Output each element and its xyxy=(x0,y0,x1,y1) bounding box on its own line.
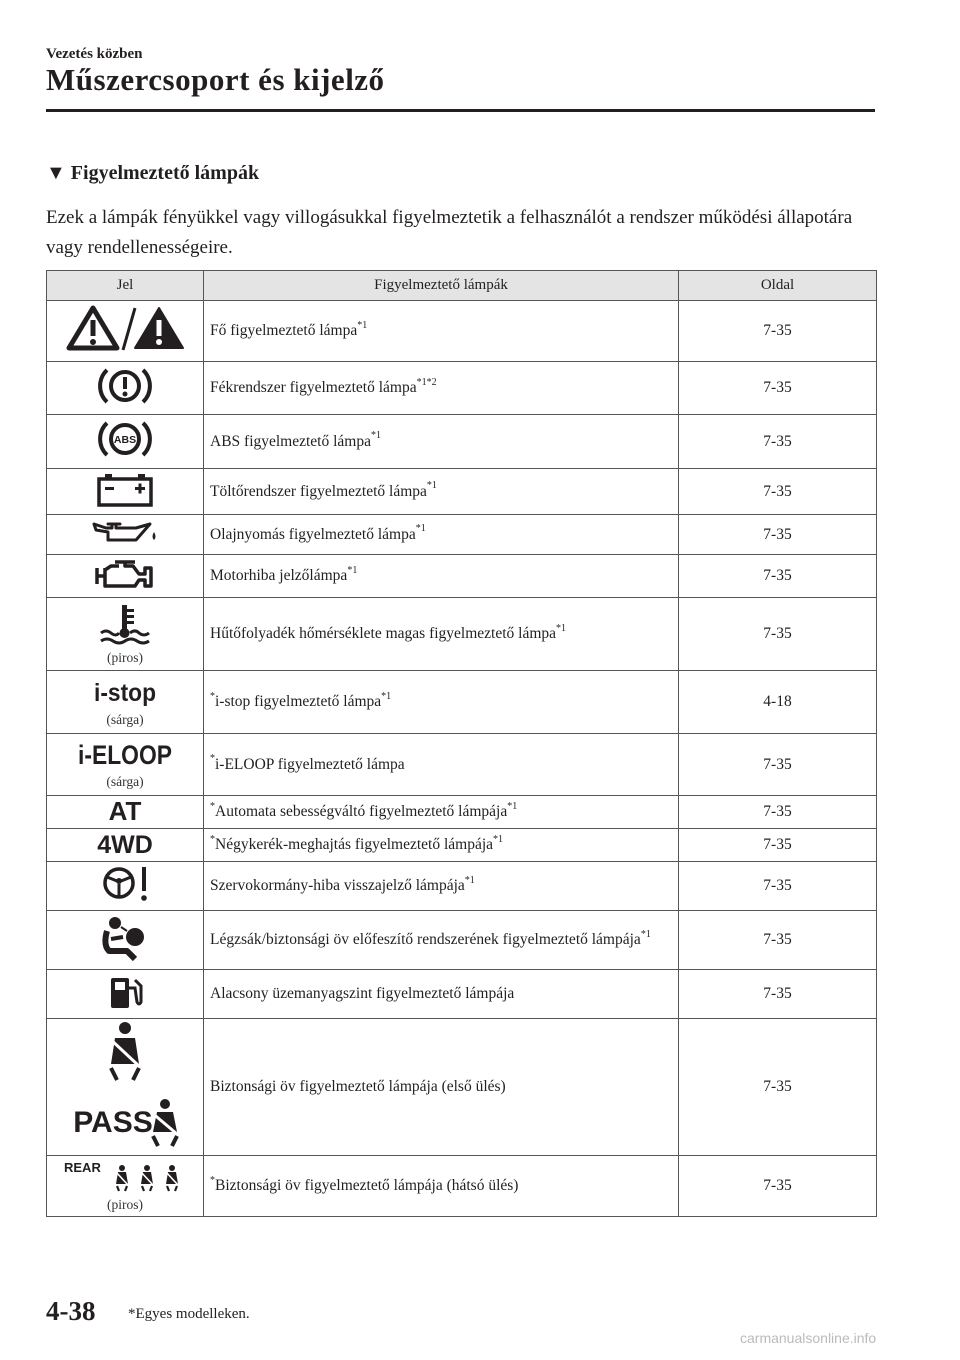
description-cell xyxy=(204,415,679,469)
table-row xyxy=(47,911,877,970)
intro-paragraph: Ezek a lámpák fényükkel vagy villogásukkal figyelmeztetik a felhasználót a rendszer működési állapotára vagy rendellenességeire. xyxy=(46,207,853,258)
symbol-cell xyxy=(47,862,204,911)
abs-icon-label: ABS xyxy=(113,434,137,446)
row-description: Szervokormány-hiba visszajelző lámpája xyxy=(210,877,465,894)
page-cell: 7-35 xyxy=(679,829,877,862)
description-cell xyxy=(204,598,679,671)
optional-mark: * xyxy=(210,833,215,845)
description-cell xyxy=(204,1156,679,1217)
color-note: (piros) xyxy=(107,649,143,665)
page-cell: 4-18 xyxy=(679,671,877,734)
description-cell xyxy=(204,515,679,555)
symbol-cell xyxy=(47,911,204,970)
abs-warning-icon xyxy=(95,417,155,461)
footnote-mark: *1 xyxy=(347,564,358,576)
symbol-cell xyxy=(47,598,204,671)
symbol-cell xyxy=(47,515,204,555)
i-stop-icon xyxy=(90,677,160,707)
footnote-mark: *1 xyxy=(357,319,368,331)
description-cell xyxy=(204,734,679,796)
footnote-mark: *1*2 xyxy=(416,376,437,388)
table-row xyxy=(47,970,877,1019)
footnote-mark: *1 xyxy=(415,523,426,535)
table-row xyxy=(47,598,877,671)
page-cell: 7-35 xyxy=(679,598,877,671)
description-cell xyxy=(204,1019,679,1156)
footnote-mark: *1 xyxy=(507,800,518,812)
rear-icon-label: REAR xyxy=(64,1159,101,1175)
symbol-cell xyxy=(47,415,204,469)
row-description: Fékrendszer figyelmeztető lámpa xyxy=(210,379,417,396)
symbol-cell xyxy=(47,734,204,796)
brake-warning-icon xyxy=(95,364,155,408)
page-cell: 7-35 xyxy=(679,469,877,515)
at-icon-label: AT xyxy=(108,795,142,826)
description-cell xyxy=(204,911,679,970)
row-description: Biztonsági öv figyelmeztető lámpája (első ülés) xyxy=(210,1078,506,1095)
seatbelt-front-icon xyxy=(65,1020,185,1150)
description-cell xyxy=(204,829,679,862)
symbol-cell xyxy=(47,829,204,862)
page-cell: 7-35 xyxy=(679,862,877,911)
coolant-temp-icon xyxy=(97,603,153,645)
i-stop-icon-label: i-stop xyxy=(94,678,156,707)
symbol-cell xyxy=(47,796,204,829)
i-eloop-icon-label: i-ELOOP xyxy=(78,740,172,770)
row-description: ABS figyelmeztető lámpa xyxy=(210,432,371,450)
symbol-cell xyxy=(47,469,204,515)
footnote-mark: *1 xyxy=(464,874,475,886)
optional-mark: * xyxy=(210,753,215,765)
table-row xyxy=(47,671,877,734)
table-row xyxy=(47,862,877,911)
table-row xyxy=(47,829,877,862)
table-row xyxy=(47,301,877,362)
description-cell xyxy=(204,970,679,1019)
pass-icon-label: PASS xyxy=(73,1105,153,1139)
page-cell: 7-35 xyxy=(679,734,877,796)
row-description: Biztonsági öv figyelmeztető lámpája (hátsó ülés) xyxy=(215,1177,519,1194)
description-cell xyxy=(204,555,679,598)
at-icon xyxy=(100,795,150,826)
page-number: 4-38 xyxy=(46,1296,96,1326)
description-cell xyxy=(204,862,679,911)
4wd-icon xyxy=(90,830,160,859)
row-description: Automata sebességváltó figyelmeztető lámpája xyxy=(215,803,508,820)
page-cell: 7-35 xyxy=(679,970,877,1019)
table-row xyxy=(47,555,877,598)
table-row xyxy=(47,796,877,829)
row-description: i-ELOOP figyelmeztető lámpa xyxy=(215,755,405,773)
row-description: i-stop figyelmeztető lámpa xyxy=(215,693,382,710)
footnote-mark: *1 xyxy=(381,690,392,702)
row-description: Töltőrendszer figyelmeztető lámpa xyxy=(210,482,427,500)
table-row xyxy=(47,734,877,796)
i-eloop-icon xyxy=(75,739,175,769)
optional-mark: * xyxy=(210,800,215,812)
footnote-mark: *1 xyxy=(493,833,504,845)
fuel-icon xyxy=(105,972,145,1012)
color-note: (piros) xyxy=(107,1196,143,1212)
optional-mark: * xyxy=(210,1174,215,1186)
subsection-heading: ▼ Figyelmeztető lámpák xyxy=(46,162,260,184)
power-steering-icon xyxy=(95,863,155,905)
row-description: Légzsák/biztonsági öv előfeszítő rendszerének figyelmeztető lámpája xyxy=(210,931,641,948)
engine-icon xyxy=(93,556,157,592)
symbol-cell xyxy=(47,555,204,598)
symbol-cell xyxy=(47,301,204,362)
description-cell xyxy=(204,671,679,734)
row-description: Motorhiba jelzőlámpa xyxy=(210,567,348,584)
header-page: Oldal xyxy=(679,271,877,301)
master-warning-icon xyxy=(65,304,185,354)
table-row xyxy=(47,415,877,469)
description-cell xyxy=(204,362,679,415)
color-note: (sárga) xyxy=(106,774,144,789)
page-cell: 7-35 xyxy=(679,415,877,469)
description-cell xyxy=(204,469,679,515)
page-cell: 7-35 xyxy=(679,362,877,415)
row-description: Fő figyelmeztető lámpa xyxy=(210,322,358,339)
footnote-mark: *1 xyxy=(426,480,437,492)
table-row xyxy=(47,1156,877,1217)
table-row xyxy=(47,515,877,555)
description-cell xyxy=(204,301,679,362)
table-header-row xyxy=(47,271,877,301)
watermark: carmanualsonline.info xyxy=(740,1330,877,1346)
page-cell: 7-35 xyxy=(679,796,877,829)
footnote-mark: *1 xyxy=(371,430,381,442)
description-cell xyxy=(204,796,679,829)
warning-lights-table xyxy=(46,270,877,1217)
section-label: Vezetés közben xyxy=(46,46,143,62)
table-row xyxy=(47,1019,877,1156)
row-description: Négykerék-meghajtás figyelmeztető lámpája xyxy=(215,836,494,853)
symbol-cell xyxy=(47,671,204,734)
page-cell: 7-35 xyxy=(679,555,877,598)
seatbelt-rear-icon xyxy=(60,1160,190,1192)
page-cell: 7-35 xyxy=(679,1019,877,1156)
row-description: Olajnyomás figyelmeztető lámpa xyxy=(210,525,416,543)
page-cell: 7-35 xyxy=(679,301,877,362)
page-cell: 7-35 xyxy=(679,911,877,970)
row-description: Hűtőfolyadék hőmérséklete magas figyelmeztető lámpa xyxy=(210,625,557,642)
color-note: (sárga) xyxy=(106,711,144,727)
page-cell: 7-35 xyxy=(679,1156,877,1217)
symbol-cell xyxy=(47,1156,204,1217)
table-row xyxy=(47,469,877,515)
4wd-icon-label: 4WD xyxy=(97,830,153,859)
title-rule xyxy=(46,109,875,112)
oil-pressure-icon xyxy=(90,518,160,546)
footer-note: *Egyes modelleken. xyxy=(128,1306,250,1322)
footnote-mark: *1 xyxy=(640,928,651,940)
battery-icon xyxy=(95,471,155,507)
header-description: Figyelmeztető lámpák xyxy=(204,271,679,301)
symbol-cell xyxy=(47,362,204,415)
header-symbol: Jel xyxy=(47,271,204,301)
page-title: Műszercsoport és kijelző xyxy=(46,62,385,97)
page-cell: 7-35 xyxy=(679,515,877,555)
row-description: Alacsony üzemanyagszint figyelmeztető lámpája xyxy=(210,985,515,1002)
symbol-cell xyxy=(47,970,204,1019)
symbol-cell xyxy=(47,1019,204,1156)
footnote-mark: *1 xyxy=(556,622,567,634)
table-row xyxy=(47,362,877,415)
optional-mark: * xyxy=(210,690,215,702)
airbag-icon xyxy=(97,915,153,961)
